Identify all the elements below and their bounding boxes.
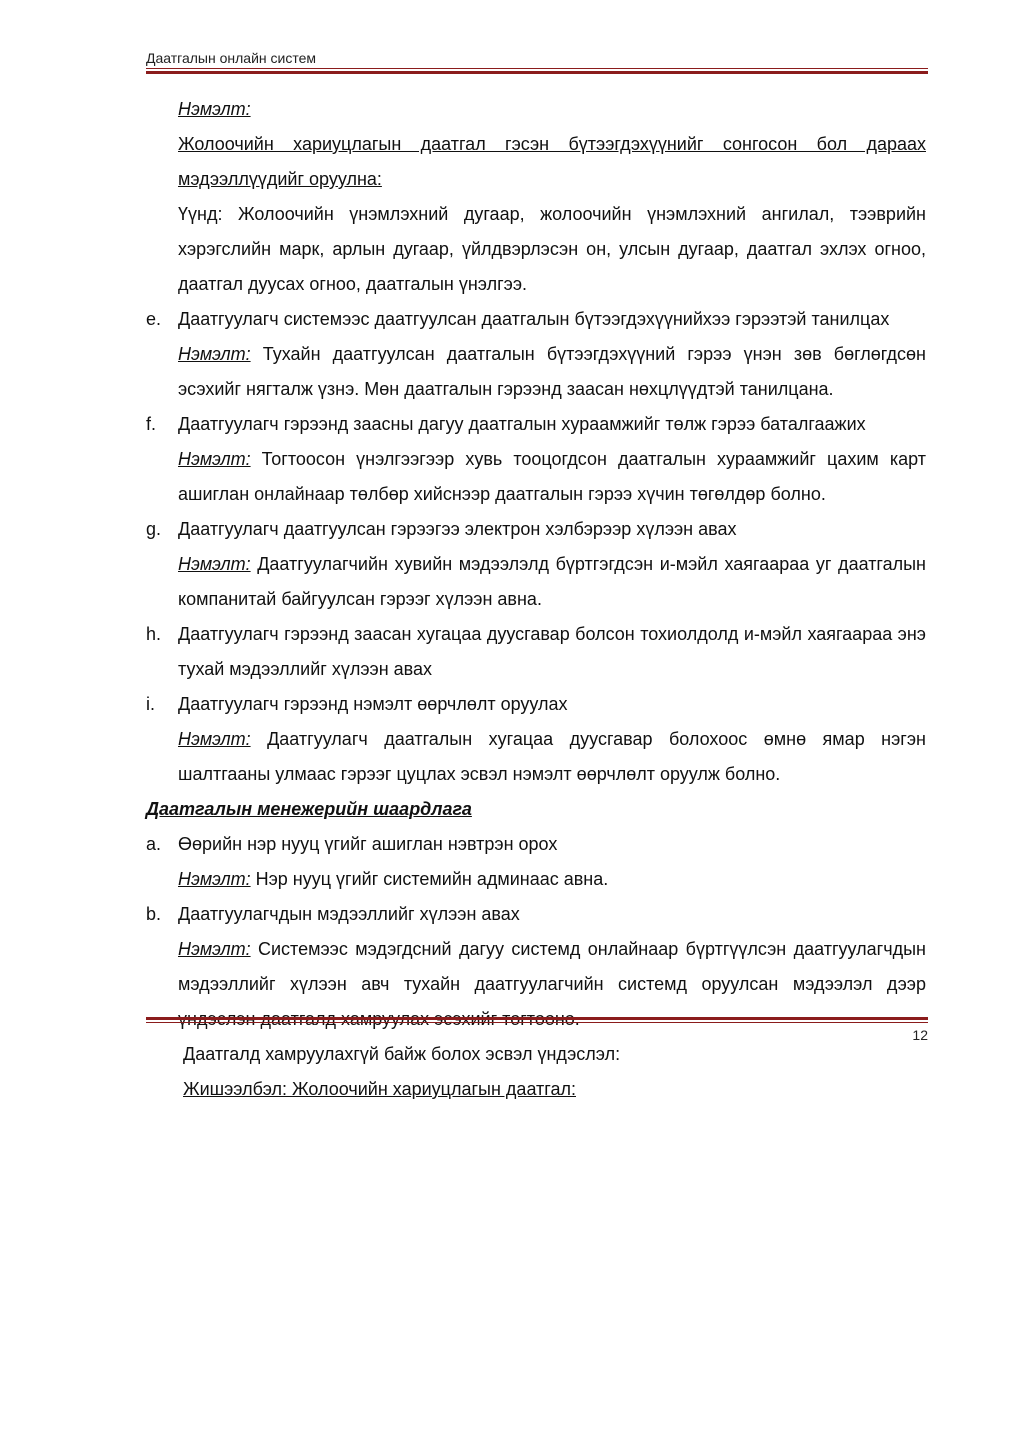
note-label-paragraph [146, 92, 926, 127]
note-label: Нэмэлт: [178, 449, 251, 469]
list-marker: i. [146, 694, 155, 714]
note-paragraph [146, 862, 926, 897]
list-item [146, 617, 926, 687]
list-item [146, 512, 926, 547]
list-item-text: Даатгуулагч даатгуулсан гэрээгээ электрон хэлбэрээр хүлээн авах [178, 519, 737, 539]
header-rule [146, 68, 928, 74]
fields-paragraph: Үүнд: Жолоочийн үнэмлэхний дугаар, жолоочийн үнэмлэхний ангилал, тээврийн хэрэгслийн марк, арлын дугаар, үйлдвэрлэсэн он, улсын дугаар, даатгал эхлэх огноо, даатгал дуусах огноо, даатгалын үнэлгээ. [178, 204, 926, 294]
list-marker: a. [146, 834, 162, 854]
list-item [146, 827, 926, 862]
note-text: Системээс мэдэгдсний дагуу системд онлайнаар бүртгүүлсэн даатгуулагчдын мэдээллийг хүлээн авч тухайн даатгуулагчийн системд оруулсан мэдээлэл дээр [178, 939, 926, 994]
footer-rule [146, 1015, 928, 1023]
note-label: Нэмэлт: [178, 99, 251, 119]
underlined-instruction [146, 127, 926, 197]
closing-line-underlined [146, 1072, 926, 1107]
note-paragraph [146, 442, 926, 512]
page-number: 12 [912, 1027, 928, 1043]
note-text: Нэр нууц үгийг системийн админаас авна. [250, 869, 609, 889]
note-label: Нэмэлт: [178, 344, 251, 364]
list-item-text: Даатгуулагч гэрээнд нэмэлт өөрчлөлт оруулах [178, 694, 568, 714]
list-item-text: Өөрийн нэр нууц үгийг ашиглан нэвтрэн орох [178, 834, 558, 854]
list-marker: g. [146, 519, 162, 539]
list-item-text: Даатгуулагч гэрээнд заасны дагуу даатгалын хураамжийг төлж гэрээ баталгаажих [178, 414, 866, 434]
note-label: Нэмэлт: [178, 939, 251, 959]
list-item [146, 407, 926, 442]
note-paragraph [146, 337, 926, 407]
note-paragraph [146, 547, 926, 617]
list-marker: e. [146, 309, 162, 329]
list-item-text: Даатгуулагч системээс даатгуулсан даатгалын бүтээгдэхүүнийхээ гэрээтэй танилцах [178, 309, 890, 329]
page-header-title: Даатгалын онлайн систем [146, 50, 316, 66]
note-text: Даатгуулагчийн хувийн мэдээлэлд бүртгэгдсэн и-мэйл хаягаараа уг даатгалын компанитай байгуулсан гэрээг хүлээн авна. [178, 554, 926, 609]
closing-line: Даатгалд хамруулахгүй байж болох эсвэл үндэслэл: [183, 1044, 621, 1064]
note-text: Тогтоосон үнэлгээгээр хувь тооцогдсон даатгалын хураамжийг цахим карт ашиглан онлайнаар төлбөр хийснээр даатгалын гэрээ хүчин төгөлдөр болно. [178, 449, 926, 504]
section-title: Даатгалын менежерийн шаардлага [146, 799, 472, 819]
list-marker: f. [146, 414, 157, 434]
list-item [146, 687, 926, 722]
note-label: Нэмэлт: [178, 729, 251, 749]
list-marker: h. [146, 624, 162, 644]
closing-line-underlined-text: Жишээлбэл: Жолоочийн хариуцлагын даатгал: [183, 1079, 576, 1099]
underlined-instruction-text: Жолоочийн хариуцлагын даатгал гэсэн бүтээгдэхүүнийг сонгосон бол дараах мэдээллүүдийг оруулна: [178, 134, 926, 189]
list-item-text: Даатгуулагч гэрээнд заасан хугацаа дуусгавар болсон тохиолдолд и-мэйл хаягаараа энэ тухай мэдээллийг хүлээн авах [178, 624, 926, 679]
list-item [146, 897, 926, 932]
list-item-text: Даатгуулагчдын мэдээллийг хүлээн авах [178, 904, 520, 924]
note-label: Нэмэлт: [178, 554, 251, 574]
note-text: Тухайн даатгуулсан даатгалын бүтээгдэхүүний гэрээ үнэн зөв бөглөгдсөн эсэхийг нягталж үзнэ. Мөн даатгалын гэрээнд заасан нөхцлүүдтэй танилцана. [178, 344, 926, 399]
document-body [146, 92, 926, 1107]
note-label: Нэмэлт: [178, 869, 251, 889]
list-marker: b. [146, 904, 162, 924]
note-paragraph [146, 722, 926, 792]
note-text: Даатгуулагч даатгалын хугацаа дуусгавар болохоос өмнө ямар нэгэн шалтгааны улмаас гэрээг цуцлах эсвэл нэмэлт өөрчлөлт оруулж болно. [178, 729, 926, 784]
list-item [146, 302, 926, 337]
